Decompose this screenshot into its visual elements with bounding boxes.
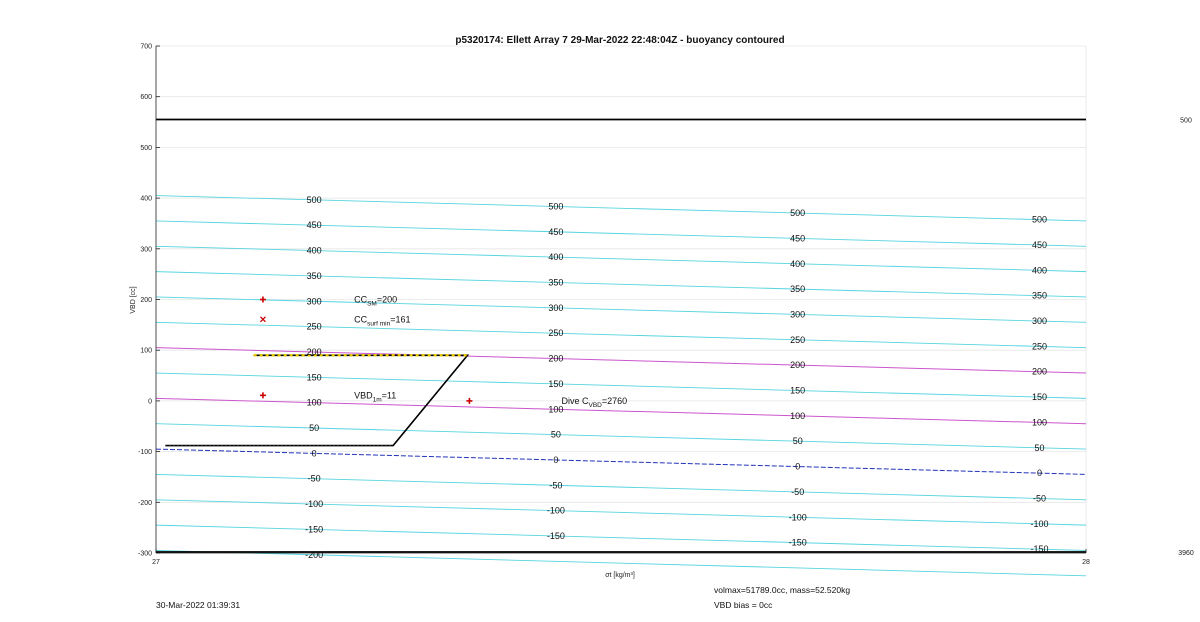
contour-level-label: 200 xyxy=(1031,366,1048,377)
contour-line xyxy=(156,246,1086,271)
plus-marker xyxy=(466,398,472,404)
y-tick-label: 300 xyxy=(140,246,152,254)
contour-level-label: -100 xyxy=(788,512,807,523)
x-tick-label: 27 xyxy=(152,559,160,566)
y-tick-label: -300 xyxy=(137,550,152,558)
contour-level-label: 150 xyxy=(306,372,322,383)
contour-level-label: 500 xyxy=(1031,214,1048,225)
contour-level-label: 0 xyxy=(795,461,801,472)
contour-level-label: -100 xyxy=(1030,518,1049,529)
contour-level-label: 350 xyxy=(1031,290,1048,301)
contour-line xyxy=(156,373,1086,398)
contour-level-label: 150 xyxy=(1031,392,1048,403)
annotation-label: $CC_{surf min}=161$ xyxy=(354,314,411,328)
contour-line xyxy=(156,500,1086,525)
contour-level-label: -150 xyxy=(788,537,807,548)
y-tick-label: -200 xyxy=(137,499,152,507)
contour-level-label: 350 xyxy=(790,284,806,295)
contour-level-label: 450 xyxy=(306,220,322,231)
y-tick-label: 0 xyxy=(148,398,152,406)
y-tick-label: 600 xyxy=(140,94,152,102)
x-tick-label: 28 xyxy=(1082,559,1090,566)
y-tick-label: -100 xyxy=(137,449,152,457)
contour-level-label: 250 xyxy=(548,328,564,339)
contour-level-label: 0 xyxy=(311,448,317,459)
contour-level-label: 250 xyxy=(306,321,322,332)
contour-level-label: 100 xyxy=(306,397,322,408)
contour-level-label: 50 xyxy=(309,423,320,434)
contour-level-label: 250 xyxy=(1031,341,1048,352)
contour-level-label: 400 xyxy=(306,245,322,256)
footer-volmax: volmax=51789.0cc, mass=52.520kg xyxy=(714,585,851,595)
annotation-label: $VBD_{1m}=11$ xyxy=(354,390,397,404)
plus-marker xyxy=(260,392,266,398)
contour-level-label: 450 xyxy=(1031,239,1048,250)
contour-level-label: 50 xyxy=(792,436,803,447)
contour-level-label: 200 xyxy=(790,360,806,371)
y-tick-label: 700 xyxy=(140,43,152,51)
contour-level-label: 500 xyxy=(306,194,322,205)
contour-line xyxy=(156,449,1086,474)
contour-level-label: 50 xyxy=(550,429,561,440)
contour-level-label: 150 xyxy=(548,378,564,389)
contour-level-label: -50 xyxy=(791,486,805,497)
contour-line xyxy=(156,221,1086,246)
contour-level-label: 500 xyxy=(548,201,564,212)
contour-line xyxy=(156,525,1086,550)
y-tick-label: 200 xyxy=(140,297,152,304)
contour-line xyxy=(156,322,1086,347)
contour-level-label: 400 xyxy=(790,258,806,269)
contour-level-label: -50 xyxy=(307,473,321,484)
plus-marker xyxy=(260,297,266,303)
annotation-layer xyxy=(354,295,627,409)
right-side-label: 3960 xyxy=(1178,549,1194,557)
contour-level-label: -50 xyxy=(1032,493,1047,504)
contour-line xyxy=(156,474,1086,499)
contour-level-label: 500 xyxy=(790,208,806,219)
cross-marker xyxy=(260,317,265,322)
x-axis-label: σt [kg/m³] xyxy=(605,572,635,579)
footer-timestamp: 30-Mar-2022 01:39:31 xyxy=(156,600,241,610)
contour-level-label: 100 xyxy=(790,410,806,421)
contour-level-label: 300 xyxy=(790,309,806,320)
right-side-label: 500 xyxy=(1180,117,1192,125)
contour-level-label: 0 xyxy=(1036,468,1043,479)
y-axis-label: VBD [cc] xyxy=(130,286,137,314)
contour-level-label: 300 xyxy=(1031,316,1048,327)
contour-level-label: 250 xyxy=(790,334,806,345)
contour-line xyxy=(156,272,1086,297)
contour-level-label: 300 xyxy=(306,296,322,307)
contour-layer xyxy=(156,196,1086,576)
contour-level-label: -100 xyxy=(546,505,565,516)
contour-level-label: -150 xyxy=(546,531,565,542)
contour-level-label: 300 xyxy=(548,302,564,313)
y-tick-label: 400 xyxy=(140,195,152,203)
contour-level-label: 0 xyxy=(553,454,559,465)
annotation-label: $CC_{SM}=200$ xyxy=(354,294,398,308)
contour-level-label: 50 xyxy=(1034,442,1045,453)
contour-level-label: 450 xyxy=(790,233,806,244)
y-tick-label: 100 xyxy=(140,347,152,355)
contour-level-label: 450 xyxy=(548,226,564,237)
y-tick-label: 500 xyxy=(140,144,152,152)
contour-level-label: 100 xyxy=(548,404,564,415)
axis-layer xyxy=(138,44,1194,567)
contour-level-label: 350 xyxy=(548,277,564,288)
contour-level-label: 150 xyxy=(790,385,806,396)
contour-level-label: -200 xyxy=(305,549,324,560)
annotation-label: Dive $C_{VBD}=2760$ xyxy=(561,395,628,409)
contour-level-label: -150 xyxy=(1030,544,1049,555)
contour-level-label: -100 xyxy=(305,499,324,510)
contour-level-label: -150 xyxy=(305,524,324,535)
contour-label-layer xyxy=(305,195,1048,560)
contour-level-label: -50 xyxy=(549,480,563,491)
footer-vbd-bias: VBD bias = 0cc xyxy=(714,600,773,610)
chart-title: p5320174: Ellett Array 7 29-Mar-2022 22:48:04Z - buoyancy contoured xyxy=(455,35,785,46)
grid-layer xyxy=(156,46,1086,553)
contour-line xyxy=(156,348,1086,373)
contour-level-label: 200 xyxy=(548,353,564,364)
contour-level-label: 400 xyxy=(1031,265,1048,276)
contour-level-label: 100 xyxy=(1031,417,1048,428)
contour-level-label: 200 xyxy=(306,346,322,357)
contour-level-label: 400 xyxy=(548,252,564,263)
contour-level-label: 350 xyxy=(306,270,322,281)
contour-line xyxy=(156,196,1086,221)
